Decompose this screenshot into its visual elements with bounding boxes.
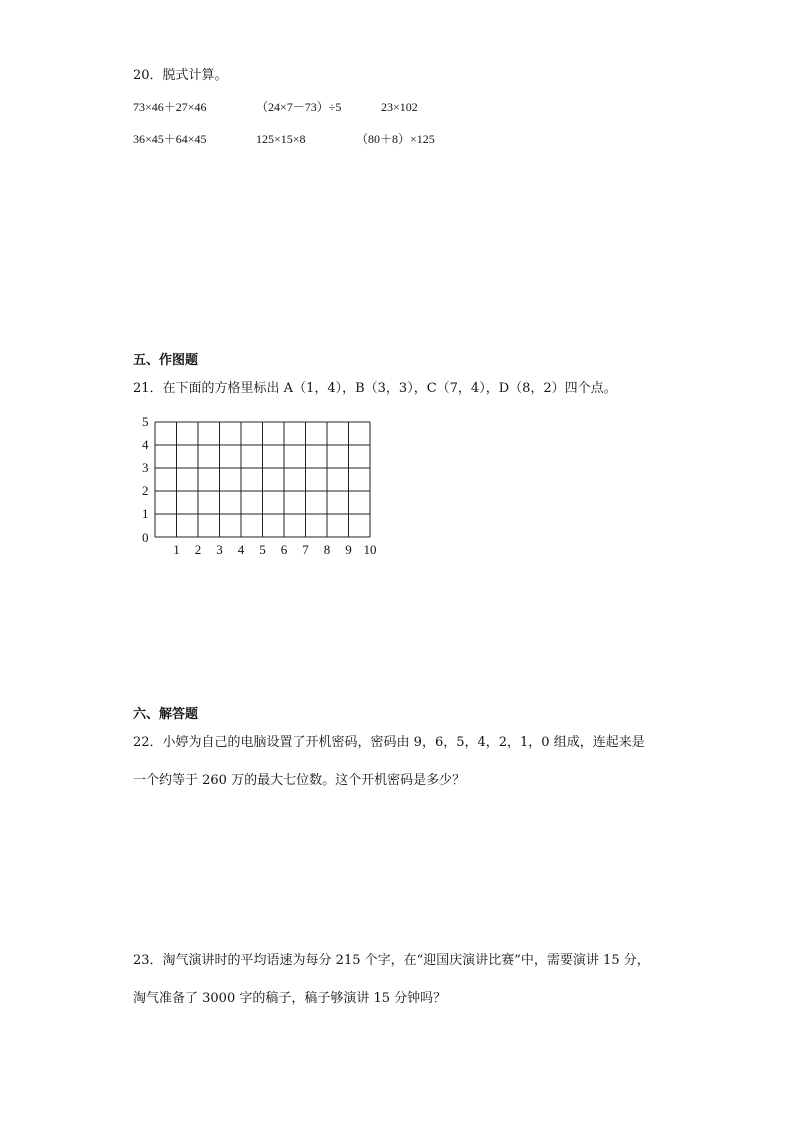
grid-lines (155, 422, 370, 537)
y-axis-labels (142, 414, 149, 545)
q20-expr-3: 23×102 (381, 100, 418, 114)
q20-expr-4: 36×45＋64×45 (133, 132, 207, 146)
y-tick-label: 2 (142, 483, 149, 498)
x-tick-label: 2 (194, 542, 202, 557)
section-6-heading: 六、解答题 (133, 707, 199, 722)
q22-line-1: 22．小婷为自己的电脑设置了开机密码，密码由 9，6，5，4，2，1，0 组成，连起来是 (133, 735, 645, 750)
q23-line-2: 淘气准备了 3000 字的稿子，稿子够演讲 15 分钟吗？ (133, 991, 447, 1006)
x-tick-label: 4 (237, 542, 245, 557)
section-5-heading: 五、作图题 (133, 353, 199, 368)
x-tick-label: 1 (173, 542, 180, 557)
x-tick-label: 9 (345, 542, 352, 557)
q20-title: 20．脱式计算。 (133, 68, 228, 83)
q20-expr-6: （80＋8）×125 (356, 132, 435, 146)
x-tick-label: 6 (280, 542, 288, 557)
y-tick-label: 4 (142, 437, 149, 452)
q22-line-2: 一个约等于 260 万的最大七位数。这个开机密码是多少？ (133, 773, 466, 788)
x-tick-label: 3 (216, 542, 223, 557)
x-tick-label: 5 (259, 542, 266, 557)
x-tick-label: 8 (323, 542, 331, 557)
x-tick-label: 10 (363, 542, 377, 557)
y-tick-label: 3 (142, 460, 149, 475)
q21-text: 21．在下面的方格里标出 A（1，4），B（3，3），C（7，4），D（8，2）四个点。 (133, 381, 617, 396)
y-tick-label: 5 (142, 414, 149, 429)
q20-expr-2: （24×7－73）÷5 (256, 100, 342, 114)
y-tick-label: 1 (142, 506, 149, 521)
x-axis-labels (173, 542, 376, 557)
y-tick-label: 0 (142, 530, 149, 545)
x-tick-label: 7 (302, 542, 309, 557)
q20-expr-5: 125×15×8 (256, 132, 306, 146)
q20-expr-1: 73×46＋27×46 (133, 100, 207, 114)
q23-line-1: 23．淘气演讲时的平均语速为每分 215 个字，在“迎国庆演讲比赛”中，需要演讲 15 分， (133, 953, 650, 968)
coordinate-grid (130, 410, 390, 560)
